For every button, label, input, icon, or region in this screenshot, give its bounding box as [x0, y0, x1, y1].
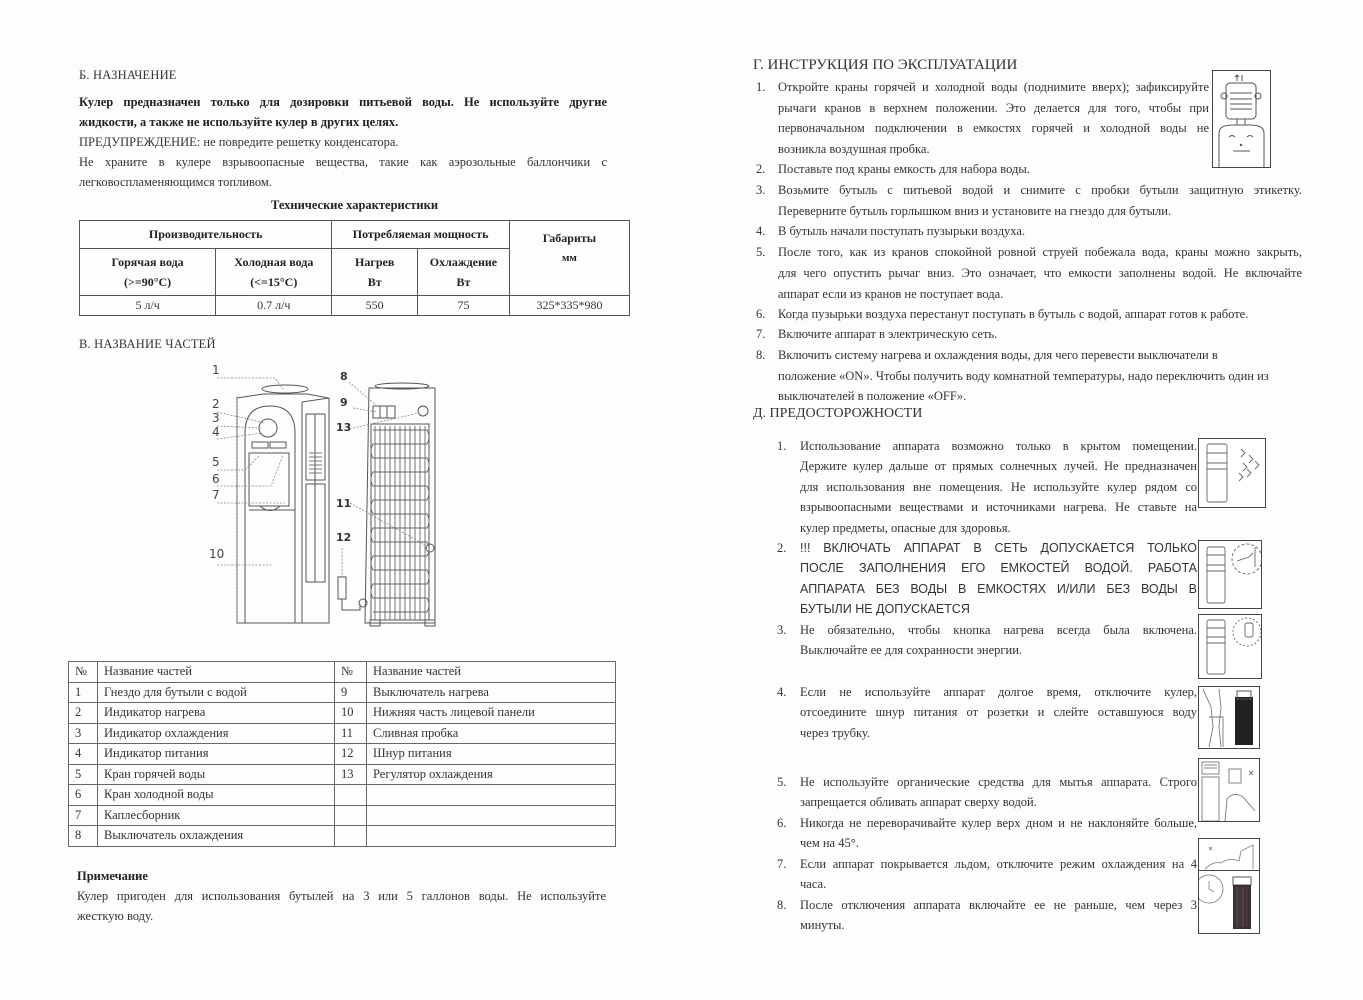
item-line: Не используйте органические средства для мытья аппарата. Строго: [800, 775, 1197, 789]
part-name: Регулятор охлаждения: [367, 764, 616, 785]
table-row: [69, 764, 616, 785]
item-number: 5.: [777, 775, 787, 789]
drain-water-illustration: [1198, 686, 1260, 749]
parts-table-header: [69, 662, 616, 683]
cooling-label: Охлаждение: [429, 255, 498, 269]
item-line: !!! ВКЛЮЧАТЬ АППАРАТ В СЕТЬ ДОПУСКАЕТСЯ ТОЛЬКО: [800, 541, 1197, 555]
cleaning-icon: [1199, 759, 1259, 821]
hot-water-temp: (>=90°C): [124, 275, 172, 289]
header-hot-water: [80, 249, 216, 296]
heating-button-illustration: [1198, 614, 1262, 679]
purpose-bold-line2: жидкости, а также не используйте кулер в других целях.: [79, 115, 399, 129]
svg-text:10: 10: [209, 547, 225, 561]
cooling-unit: Вт: [456, 275, 471, 289]
item-number: 4.: [777, 685, 787, 699]
item-line: Никогда не переворачивайте кулер верх дном и не наклоняйте больше,: [800, 816, 1197, 830]
item-line: возникла воздушная пробка.: [778, 142, 930, 156]
item-line: Включите аппарат в электрическую сеть.: [778, 327, 998, 341]
cooler-sun-icon: [1199, 439, 1265, 507]
item-line: отсоедините шнур питания от розетки и слейте оставшуюся воду: [800, 705, 1197, 719]
part-name: Выключатель охлаждения: [98, 826, 335, 847]
clock-icon: [1199, 871, 1259, 933]
part-num: [335, 785, 367, 806]
bottle-install-illustration: [1212, 70, 1271, 168]
item-number: 1.: [756, 80, 766, 94]
part-num: [335, 826, 367, 847]
table-row: [69, 826, 616, 847]
svg-text:2: 2: [212, 397, 220, 411]
note-title: Примечание: [77, 869, 148, 883]
diagram-label-1: 1: [212, 363, 220, 377]
svg-text:4: 4: [212, 425, 220, 439]
part-name: Шнур питания: [367, 744, 616, 765]
part-num: 2: [69, 703, 98, 724]
item-line: запрещается обливать аппарат сверху водой.: [800, 795, 1037, 809]
item-line: Переверните бутыль горлышком вниз и установите на гнездо для бутыли.: [778, 204, 1172, 218]
part-num: 4: [69, 744, 98, 765]
item-line: Использование аппарата возможно только в крытом помещении.: [800, 439, 1197, 453]
item-line: взрывоопасными веществами и источниками нагрева. Не ставьте на: [800, 500, 1197, 514]
item-line: часа.: [800, 877, 827, 891]
item-line: Если аппарат покрывается льдом, отключите режим охлаждения на 4: [800, 857, 1197, 871]
item-number: 3.: [777, 623, 787, 637]
part-name: Сливная пробка: [367, 723, 616, 744]
col-num-left: №: [69, 662, 98, 683]
table-row: [69, 703, 616, 724]
item-number: 8.: [777, 898, 787, 912]
heating-unit: Вт: [367, 275, 382, 289]
fill-first-illustration: [1198, 540, 1262, 609]
parts-table: [68, 661, 616, 847]
item-number: 2.: [777, 541, 787, 555]
table-row: [69, 785, 616, 806]
header-cooling: [418, 249, 510, 296]
part-name: Нижняя часть лицевой панели: [367, 703, 616, 724]
part-num: 10: [335, 703, 367, 724]
item-line: аппарат если из кранов не поступает вода.: [778, 287, 1004, 301]
hot-water-label: Горячая вода: [111, 255, 184, 269]
part-name: Кран горячей воды: [98, 764, 335, 785]
part-num: 1: [69, 682, 98, 703]
header-cold-water: [216, 249, 332, 296]
item-number: 7.: [756, 327, 766, 341]
item-line: В бутыль начали поступать пузырьки воздуха.: [778, 224, 1026, 238]
tilt-cooler-icon: [1199, 839, 1259, 871]
svg-text:7: 7: [212, 488, 220, 502]
item-number: 8.: [756, 348, 766, 362]
item-line: После отключения аппарата включайте ее не раньше, чем через 3: [800, 898, 1197, 912]
ice-tilt-illustration: [1198, 838, 1260, 871]
svg-text:12: 12: [336, 531, 352, 544]
header-power: Потребляемая мощность: [332, 221, 510, 249]
part-name: Выключатель нагрева: [367, 682, 616, 703]
value-heating: 550: [332, 296, 418, 316]
item-line: положение «ON». Чтобы получить воду комнатной температуры, надо переключить один из: [778, 369, 1269, 383]
col-num-right: №: [335, 662, 367, 683]
svg-text:3: 3: [212, 411, 220, 425]
item-line: ПОСЛЕ ЗАПОЛНЕНИЯ ЕГО ЕМКОСТЕЙ ВОДОЙ. РАБОТА: [800, 561, 1197, 575]
part-name: Индикатор нагрева: [98, 703, 335, 724]
item-number: 6.: [756, 307, 766, 321]
heat-switch-icon: [1199, 615, 1261, 678]
part-name: Индикатор питания: [98, 744, 335, 765]
svg-text:13: 13: [336, 421, 352, 434]
table-row: [69, 744, 616, 765]
item-number: 3.: [756, 183, 766, 197]
indoor-use-illustration: [1198, 438, 1266, 508]
tech-specs-title: Технические характеристики: [270, 198, 439, 212]
item-line: АППАРАТА БЕЗ ВОДЫ В ЕМКОСТЯХ И/ИЛИ БЕЗ ВОДЫ В: [800, 582, 1197, 596]
item-line: рычаги кранов в верхнем положении. Это делается для того, чтобы при: [778, 101, 1209, 115]
item-line: чем на 45°.: [800, 836, 859, 850]
part-num: 9: [335, 682, 367, 703]
svg-text:6: 6: [212, 472, 220, 486]
value-hot: 5 л/ч: [80, 296, 216, 316]
svg-text:9: 9: [340, 396, 348, 409]
item-line: Не обязательно, чтобы кнопка нагрева всегда была включена.: [800, 623, 1197, 637]
part-name: Индикатор охлаждения: [98, 723, 335, 744]
part-num: 5: [69, 764, 98, 785]
part-name: Гнездо для бутыли с водой: [98, 682, 335, 703]
section-title-instructions: Г. ИНСТРУКЦИЯ ПО ЭКСПЛУАТАЦИИ: [753, 57, 1018, 73]
item-line: Выключайте ее для сохранности энергии.: [800, 643, 1023, 657]
cooler-parts-diagram: [205, 358, 455, 633]
item-line: для использования вне помещения. Не используйте кулер рядом со: [800, 480, 1197, 494]
table-row: [69, 723, 616, 744]
value-dimensions: 325*335*980: [509, 296, 629, 316]
item-line: Когда пузырьки воздуха перестанут поступать в бутыль с водой, аппарат готов к работе.: [778, 307, 1249, 321]
section-title-precautions: Д. ПРЕДОСТОРОЖНОСТИ: [753, 406, 923, 421]
col-name-left: Название частей: [98, 662, 335, 683]
note-line2: жесткую воду.: [77, 909, 154, 923]
item-line: кулер предметы, опасные для здоровья.: [800, 521, 1011, 535]
note-line1: Кулер пригоден для использования бутылей на 3 или 5 галлонов воды. Не используйте: [77, 889, 606, 903]
item-line: через трубку.: [800, 726, 871, 740]
item-line: для чего опустить рычаг вниз. Это означает, что емкости заполнены водой. Не включайте: [778, 266, 1302, 280]
item-line: После того, как из кранов спокойной ровной струей побежала вода, краны можно закрыть,: [778, 245, 1302, 259]
dimensions-unit: мм: [561, 252, 577, 264]
section-title-parts: В. НАЗВАНИЕ ЧАСТЕЙ: [79, 337, 216, 351]
table-row: [69, 805, 616, 826]
part-name: [367, 826, 616, 847]
item-line: Поставьте под краны емкость для набора воды.: [778, 162, 1030, 176]
item-number: 2.: [756, 162, 766, 176]
item-number: 1.: [777, 439, 787, 453]
col-name-right: Название частей: [367, 662, 616, 683]
part-name: Кран холодной воды: [98, 785, 335, 806]
section-title-purpose: Б. НАЗНАЧЕНИЕ: [79, 68, 177, 82]
item-number: 4.: [756, 224, 766, 238]
storage-line1: Не храните в кулере взрывоопасные вещества, такие как аэрозольные баллончики с: [79, 155, 607, 169]
item-line: выключателей в положение «OFF».: [778, 389, 967, 403]
item-line: БУТЫЛИ НЕ ДОПУСКАЕТСЯ: [800, 602, 970, 616]
item-line: Откройте краны горячей и холодной воды (поднимите вверх); зафиксируйте: [778, 80, 1209, 94]
header-heating: [332, 249, 418, 296]
part-name: [367, 805, 616, 826]
restart-delay-illustration: [1198, 870, 1260, 934]
part-num: 6: [69, 785, 98, 806]
part-num: 11: [335, 723, 367, 744]
item-number: 7.: [777, 857, 787, 871]
part-name: Каплесборник: [98, 805, 335, 826]
purpose-bold-line1: Кулер предназначен только для дозировки питьевой воды. Не используйте другие: [79, 95, 607, 109]
part-num: 13: [335, 764, 367, 785]
tech-specs-table: [79, 220, 630, 316]
part-num: 3: [69, 723, 98, 744]
dimensions-label: Габариты: [542, 231, 597, 245]
item-line: Возьмите бутыль с питьевой водой и снимите с пробки бутыли защитную этикетку.: [778, 183, 1302, 197]
cooler-diagram-icon: [205, 358, 455, 633]
table-row: [69, 682, 616, 703]
item-number: 5.: [756, 245, 766, 259]
item-line: Держите кулер дальше от прямых солнечных лучей. Не предназначен: [800, 459, 1197, 473]
item-line: первоначальном подключении в емкостях горячей и холодной воды не: [778, 121, 1209, 135]
part-num: [335, 805, 367, 826]
heating-label: Нагрев: [355, 255, 395, 269]
svg-text:8: 8: [340, 370, 348, 383]
cold-water-temp: (<=15°C): [250, 275, 298, 289]
svg-text:11: 11: [336, 497, 352, 510]
drain-plug-icon: [1199, 687, 1259, 748]
header-performance: Производительность: [80, 221, 332, 249]
item-number: 6.: [777, 816, 787, 830]
storage-line2: легковоспламеняющимся топливом.: [79, 175, 272, 189]
header-dimensions: [509, 221, 629, 296]
warning-text: ПРЕДУПРЕЖДЕНИЕ: не повредите решетку конденсатора.: [79, 135, 399, 149]
item-line: Включить систему нагрева и охлаждения воды, для чего перевести выключатели в: [778, 348, 1218, 362]
value-cooling: 75: [418, 296, 510, 316]
part-num: 12: [335, 744, 367, 765]
water-bottle-icon: [1213, 71, 1270, 167]
part-num: 7: [69, 805, 98, 826]
value-cold: 0.7 л/ч: [216, 296, 332, 316]
svg-text:5: 5: [212, 455, 220, 469]
cold-water-label: Холодная вода: [234, 255, 314, 269]
item-line: минуты.: [800, 918, 845, 932]
part-num: 8: [69, 826, 98, 847]
item-line: Если не используйте аппарат долгое время, отключите кулер,: [800, 685, 1197, 699]
plug-socket-icon: [1199, 541, 1261, 608]
part-name: [367, 785, 616, 806]
no-organic-cleaners-illustration: [1198, 758, 1260, 822]
